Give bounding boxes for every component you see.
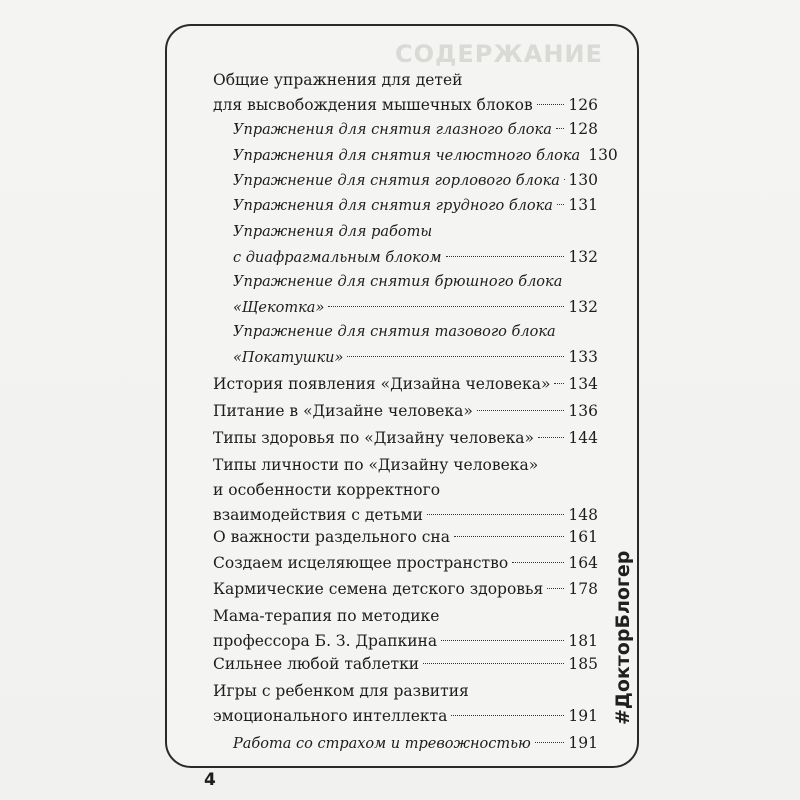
toc-entry [213, 679, 598, 729]
toc-entry-title: Упражнения для снятия грудного блока [233, 198, 553, 214]
toc-entry-line [233, 345, 598, 370]
toc-leader-dots [564, 179, 565, 180]
toc-entry-line [213, 399, 598, 424]
toc-leader-dots [454, 536, 564, 537]
toc-leader-dots [556, 128, 565, 129]
toc-page-number: 191 [568, 734, 598, 752]
toc-leader-dots [547, 588, 564, 589]
toc-leader-dots [328, 306, 564, 307]
toc-entry-title: эмоционального интеллекта [213, 707, 448, 725]
toc-leader-dots [347, 356, 564, 357]
toc-page-number: 178 [568, 580, 598, 598]
toc-entry-line [213, 426, 598, 451]
toc-page-number: 136 [568, 402, 598, 420]
toc-entry-line [213, 652, 598, 677]
toc-entry-line [233, 117, 598, 142]
toc-entry-title: Упражнение для снятия горлового блока [233, 173, 560, 189]
toc-entry [213, 577, 598, 602]
toc-entry-title: «Щекотка» [233, 300, 325, 316]
toc-entry-title: для высвобождения мышечных блоков [213, 96, 533, 114]
toc-leader-dots [538, 437, 564, 438]
toc-leader-dots [423, 663, 564, 664]
toc-page-number: 132 [568, 298, 598, 316]
toc-entry-title: Мама-терапия по методике [213, 607, 440, 625]
toc-entry [233, 731, 598, 756]
toc-entry [213, 652, 598, 677]
toc-entry-line [213, 577, 598, 602]
toc-entry-title: Типы личности по «Дизайну человека» [213, 456, 539, 474]
toc-entry-title: Упражнения для снятия глазного блока [233, 122, 552, 138]
toc-page-number: 161 [568, 528, 598, 546]
toc-entry-title: О важности раздельного сна [213, 528, 450, 546]
toc-entry-title: Упражнения для снятия челюстного блока [233, 148, 581, 164]
toc-entry [213, 426, 598, 451]
toc-entry-line [233, 168, 598, 193]
toc-entry-line [213, 372, 598, 397]
toc-entry-title: Кармические семена детского здоровья [213, 580, 544, 598]
toc-page-number: 148 [568, 506, 598, 524]
toc-leader-dots [537, 104, 565, 105]
toc-entry-line [233, 220, 598, 245]
toc-entry [233, 193, 598, 218]
toc-entry-line [213, 68, 598, 93]
toc-page-number: 131 [568, 196, 598, 214]
toc-entry-line [233, 193, 598, 218]
toc-entry-title: и особенности корректного [213, 481, 441, 499]
toc-entry-title: с диафрагмальным блоком [233, 250, 442, 266]
toc-entry-title: История появления «Дизайна человека» [213, 375, 551, 393]
toc-entry-title: Работа со страхом и тревожностью [233, 736, 531, 752]
toc-entry [233, 143, 618, 168]
toc-entry-title: Упражнение для снятия тазового блока [233, 324, 556, 340]
toc-entry-line [233, 143, 618, 168]
toc-entry-title: взаимодействия с детьми [213, 506, 423, 524]
toc-entry [233, 117, 598, 142]
page-number: 4 [204, 770, 216, 790]
toc-entry-line [213, 525, 598, 550]
toc-entry-title: Питание в «Дизайне человека» [213, 402, 473, 420]
toc-entry [233, 320, 598, 370]
toc-entry [213, 372, 598, 397]
toc-entry-line [213, 551, 598, 576]
toc-entry-line [233, 320, 598, 345]
toc-entry-line [213, 604, 598, 629]
toc-page-number: 126 [568, 96, 598, 114]
toc-leader-dots [554, 383, 564, 384]
toc-entry-line [233, 295, 598, 320]
toc-entry-line [213, 629, 598, 654]
toc-entry [213, 551, 598, 576]
toc-leader-dots [446, 256, 565, 257]
toc-page-number: 133 [568, 348, 598, 366]
toc-page-number: 130 [568, 171, 598, 189]
toc-page-number: 144 [568, 429, 598, 447]
toc-leader-dots [451, 715, 564, 716]
toc-entry-line [213, 93, 598, 118]
toc-entry-line [213, 679, 598, 704]
toc-entry [233, 168, 598, 193]
toc-entry-title: Упражнение для снятия брюшного блока [233, 274, 563, 290]
toc-entry-title: Типы здоровья по «Дизайну человека» [213, 429, 535, 447]
toc-entry-title: профессора Б. З. Драпкина [213, 632, 438, 650]
toc-entry [213, 453, 598, 528]
toc-page-number: 181 [568, 632, 598, 650]
toc-page-number: 130 [588, 146, 618, 164]
toc-entry-line [233, 245, 598, 270]
toc-entry [213, 399, 598, 424]
toc-entry [233, 220, 598, 270]
toc-entry-title: Общие упражнения для детей [213, 71, 463, 89]
toc-entry [213, 604, 598, 654]
toc-entry [213, 525, 598, 550]
toc-entry-line [213, 453, 598, 478]
toc-page-number: 164 [568, 554, 598, 572]
toc-entry-title: Упражнения для работы [233, 224, 433, 240]
toc-page-number: 185 [568, 655, 598, 673]
toc-leader-dots [427, 514, 564, 515]
toc-entry-title: Игры с ребенком для развития [213, 682, 469, 700]
toc-entry-title: Сильнее любой таблетки [213, 655, 420, 673]
toc-leader-dots [441, 640, 564, 641]
toc-leader-dots [477, 410, 565, 411]
toc-entry [233, 270, 598, 320]
toc-entry-line [213, 704, 598, 729]
ghost-heading: СОДЕРЖАНИЕ [395, 40, 603, 68]
toc-entry-line [213, 478, 598, 503]
toc-page-number: 128 [568, 120, 598, 138]
toc-leader-dots [557, 204, 564, 205]
toc-entry-line [233, 270, 598, 295]
toc-entry-title: Создаем исцеляющее пространство [213, 554, 509, 572]
toc-leader-dots [535, 742, 565, 743]
toc-leader-dots [512, 562, 564, 563]
toc-page-number: 134 [568, 375, 598, 393]
side-hashtag: #ДокторБлогер [612, 550, 634, 725]
toc-page-number: 191 [568, 707, 598, 725]
toc-entry-title: «Покатушки» [233, 350, 344, 366]
toc-page-number: 132 [568, 248, 598, 266]
toc-entry [213, 68, 598, 118]
toc-entry-line [233, 731, 598, 756]
